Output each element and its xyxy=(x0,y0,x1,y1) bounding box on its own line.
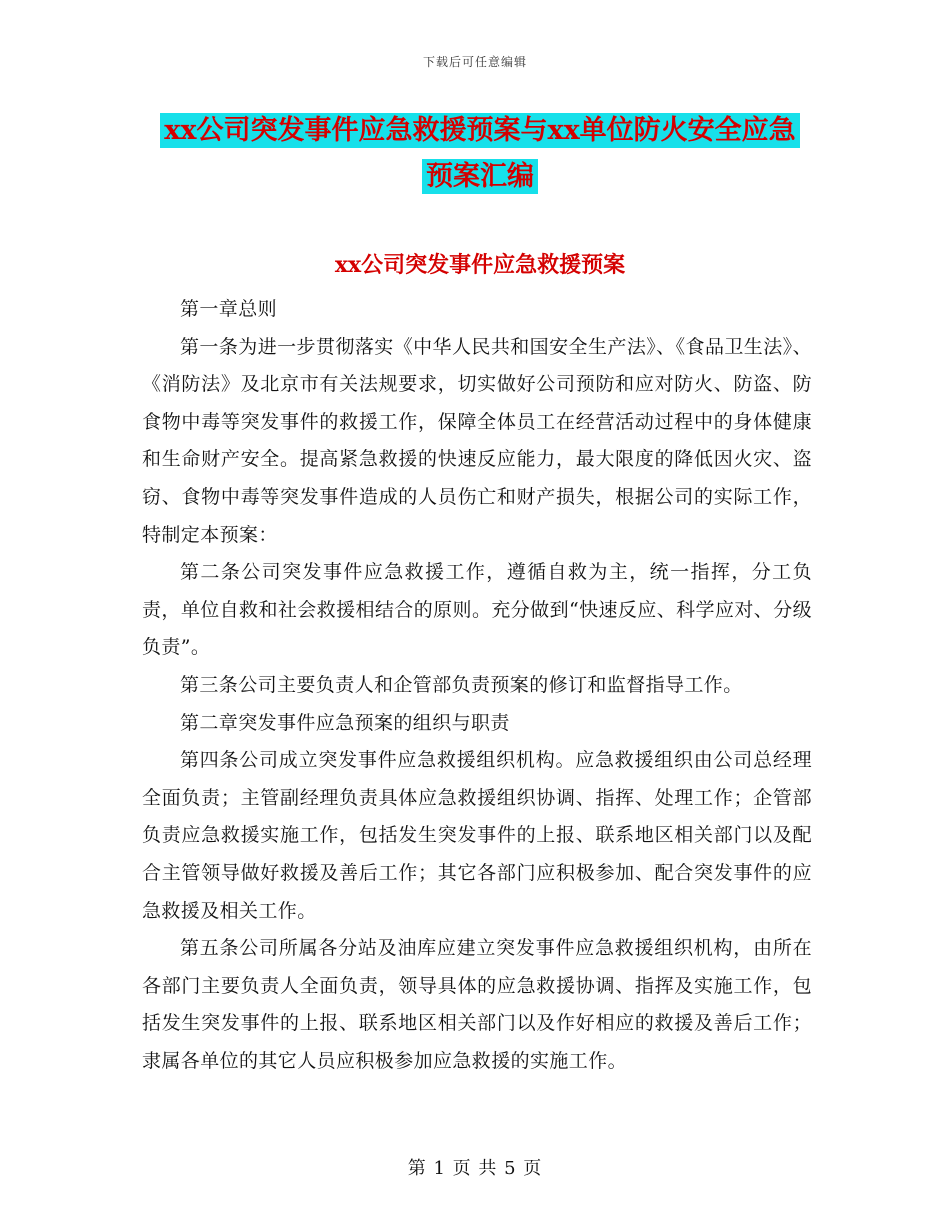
article-4: 第四条公司成立突发事件应急救援组织机构。应急救援组织由公司总经理全面负责；主管副经理负责具体应急救援组织协调、指挥、处理工作；企管部负责应急救援实施工作，包括发生突发事件的上报、联系地区相关部门以及配合主管领导做好救援及善后工作；其它各部门应积极参加、配合突发事件的应急救援及相关工作。 xyxy=(142,749,812,922)
article-3: 第三条公司主要负责人和企管部负责预案的修订和监督指导工作。 xyxy=(180,673,743,696)
article-1: 第一条为进一步贯彻落实《中华人民共和国安全生产法》、《食品卫生法》、《消防法》及北京市有关法规要求，切实做好公司预防和应对防火、防盗、防食物中毒等突发事件的救援工作，保障全体员工在经营活动过程中的身体健康和生命财产安全。提高紧急救援的快速反应能力，最大限度的降低因火灾、盗窃、食物中毒等突发事件造成的人员伤亡和财产损失，根据公司的实际工作，特制定本预案： xyxy=(142,335,812,546)
article-5: 第五条公司所属各分站及油库应建立突发事件应急救援组织机构，由所在各部门主要负责人全面负责，领导具体的应急救援协调、指挥及实施工作，包括发生突发事件的上报、联系地区相关部门以及作好相应的救援及善后工作；隶属各单位的其它人员应积极参加应急救援的实施工作。 xyxy=(142,937,812,1072)
header-note: 下载后可任意编辑 xyxy=(422,55,527,69)
main-title-line-1: xx公司突发事件应急救援预案与xx单位防火安全应急 xyxy=(160,113,799,148)
page-footer: 第 1 页 共 5 页 xyxy=(407,1158,543,1179)
chapter-heading-2: 第二章突发事件应急预案的组织与职责 xyxy=(180,711,510,734)
main-title xyxy=(140,108,820,200)
article-2: 第二条公司突发事件应急救援工作，遵循自救为主，统一指挥，分工负责，单位自救和社会救援相结合的原则。充分做到“快速反应、科学应对、分级负责”。 xyxy=(142,561,812,659)
chapter-heading-1: 第一章总则 xyxy=(180,298,278,320)
section-title: xx公司突发事件应急救援预案 xyxy=(334,252,626,278)
body-text xyxy=(142,291,812,1080)
main-title-line-2: 预案汇编 xyxy=(422,159,538,194)
